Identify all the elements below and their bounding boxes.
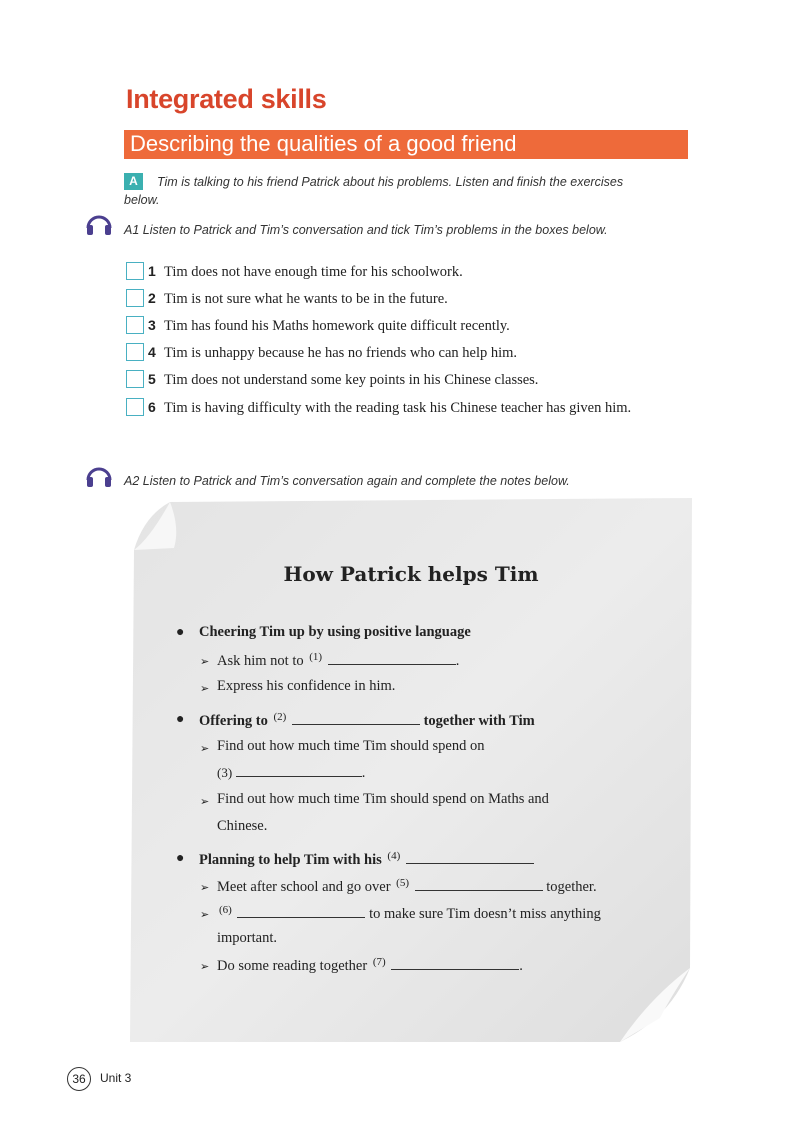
arrow-icon: ➢ [200, 961, 210, 973]
unit-label: Unit 3 [100, 1071, 132, 1085]
note-text: Planning to help Tim with his [199, 852, 382, 868]
a1-instruction: A1 Listen to Patrick and Tim’s conversation and tick Tim’s problems in the boxes below. [124, 223, 608, 237]
note-sub-3-1 [217, 877, 597, 896]
item-text: Tim has found his Maths homework quite difficult recently. [164, 318, 510, 334]
blank-number: (3) [217, 765, 233, 780]
note-sub-3-2-cont: important. [217, 930, 278, 946]
note-bullet-1 [199, 624, 471, 641]
bullet-icon: ● [176, 712, 185, 727]
arrow-icon: ➢ [200, 882, 210, 894]
note-sub-2-2: Find out how much time Tim should spend on Maths and [217, 791, 549, 807]
note-sub-2-1-cont: (3) . [217, 765, 366, 781]
note-bullet-2 [199, 711, 535, 730]
notes-paper [130, 498, 692, 1042]
item-number: 5 [148, 371, 156, 387]
answer-blank-3[interactable] [236, 764, 362, 777]
blank-number: (2) [273, 711, 287, 723]
note-sub-1-2: Express his confidence in him. [217, 678, 396, 694]
note-text: Do some reading together [217, 958, 368, 974]
part-a-instruction-line2: below. [124, 193, 160, 207]
note-sub-3-3: Do some reading together $^{(7)}$ . [217, 956, 523, 974]
answer-blank-5[interactable] [415, 878, 543, 891]
answer-blank-4[interactable] [406, 851, 534, 864]
tick-box[interactable] [126, 289, 144, 307]
note-text: Ask him not to [217, 653, 304, 669]
note-sub-2-1: Find out how much time Tim should spend on [217, 738, 485, 754]
note-text: together with Tim [423, 713, 535, 729]
note-text: to make sure Tim doesn’t miss anything [369, 906, 601, 922]
bullet-icon: ● [176, 851, 185, 866]
page-number: 36 [67, 1067, 91, 1091]
note-sub-3-2 [217, 904, 601, 923]
blank-number: (6) [219, 904, 232, 916]
item-text: Tim is having difficulty with the reading task his Chinese teacher has given him. [164, 400, 632, 416]
arrow-icon: ➢ [200, 656, 210, 668]
tick-box[interactable] [126, 316, 144, 334]
arrow-icon: ➢ [200, 909, 210, 921]
part-a-tag: A [124, 173, 143, 190]
item-text: Tim does not understand some key points in his Chinese classes. [164, 372, 539, 388]
arrow-icon: ➢ [200, 743, 210, 755]
item-number: 3 [148, 317, 156, 333]
tick-box[interactable] [126, 262, 144, 280]
note-sub-2-2-cont: Chinese. [217, 818, 268, 834]
blank-number: (5) [396, 877, 409, 889]
a2-instruction: A2 Listen to Patrick and Tim’s conversation again and complete the notes below. [124, 474, 570, 488]
headphones-icon [84, 208, 114, 243]
note-text: Cheering Tim up by using positive language [199, 624, 471, 640]
item-number: 1 [148, 263, 156, 279]
note-text: Offering to [199, 713, 268, 729]
headphones-icon [84, 460, 114, 495]
note-text: Meet after school and go over [217, 879, 391, 895]
item-text: Tim is unhappy because he has no friends who can help him. [164, 345, 518, 361]
blank-number: (4) [387, 850, 401, 862]
answer-blank-1[interactable] [328, 652, 456, 665]
bullet-icon: ● [176, 625, 185, 640]
arrow-icon: ➢ [200, 796, 210, 808]
item-number: 6 [148, 399, 156, 415]
page-title: Integrated skills [126, 84, 327, 114]
arrow-icon: ➢ [200, 683, 210, 695]
tick-box[interactable] [126, 398, 144, 416]
item-number: 2 [148, 290, 156, 306]
part-a-instruction-line1: Tim is talking to his friend Patrick about his problems. Listen and finish the exercises [157, 175, 624, 189]
tick-box[interactable] [126, 343, 144, 361]
item-text: Tim is not sure what he wants to be in the future. [164, 291, 448, 307]
note-bullet-3 [199, 850, 534, 869]
answer-blank-6[interactable] [237, 905, 365, 918]
item-text: Tim does not have enough time for his schoolwork. [164, 264, 463, 280]
blank-number: (7) [372, 956, 386, 968]
item-number: 4 [148, 344, 156, 360]
section-banner [124, 130, 688, 159]
notes-title: How Patrick helps Tim [283, 562, 539, 586]
answer-blank-2[interactable] [292, 712, 420, 725]
section-title: Describing the qualities of a good friend [130, 131, 517, 156]
note-sub-1-1: Ask him not to $^{(1)}$ . [217, 651, 460, 669]
tick-box[interactable] [126, 370, 144, 388]
note-text: together. [546, 879, 597, 895]
blank-number: (1) [309, 651, 323, 663]
answer-blank-7[interactable] [391, 957, 519, 970]
